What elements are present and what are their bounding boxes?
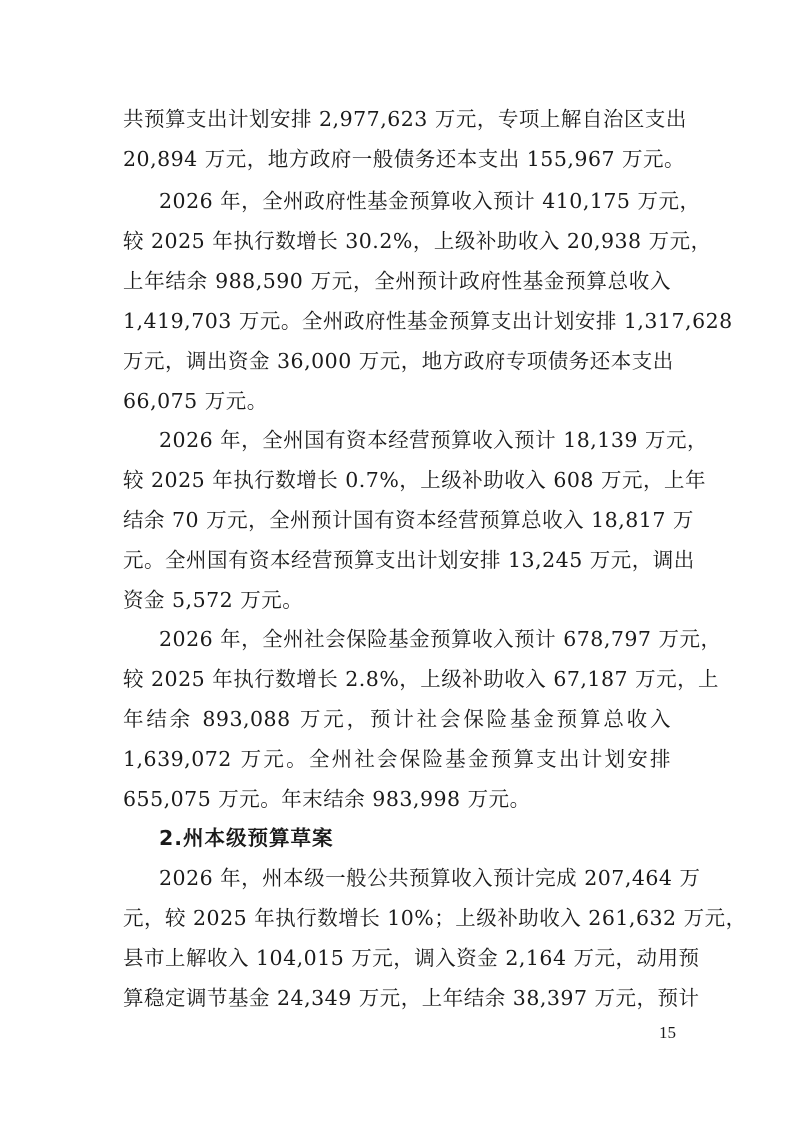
paragraph-line: 20,894 万元，地方政府一般债务还本支出 155,967 万元。 [123, 147, 686, 171]
paragraph-line: 1,419,703 万元。全州政府性基金预算支出计划安排 1,317,628 [123, 309, 733, 333]
paragraph-line: 2026 年，全州社会保险基金预算收入预计 678,797 万元， [159, 627, 722, 651]
paragraph-line: 元，较 2025 年执行数增长 10%；上级补助收入 261,632 万元， [123, 906, 747, 930]
paragraph-line: 2026 年，州本级一般公共预算收入预计完成 207,464 万 [159, 866, 701, 890]
page-number: 15 [659, 1023, 676, 1042]
paragraph-line: 算稳定调节基金 24,349 万元，上年结余 38,397 万元，预计 [123, 986, 700, 1010]
paragraph-line: 共预算支出计划安排 2,977,623 万元，专项上解自治区支出 [123, 107, 687, 131]
paragraph-line: 655,075 万元。年末结余 983,998 万元。 [123, 787, 531, 811]
paragraph-line: 较 2025 年执行数增长 2.8%，上级补助收入 67,187 万元，上 [123, 667, 720, 691]
paragraph-line: 2026 年，全州国有资本经营预算收入预计 18,139 万元， [159, 428, 708, 452]
paragraph-line: 元。全州国有资本经营预算支出计划安排 13,245 万元，调出 [123, 548, 695, 572]
section-heading: 2.州本级预算草案 [159, 826, 334, 850]
paragraph-line: 结余 70 万元，全州预计国有资本经营预算总收入 18,817 万 [123, 508, 694, 532]
paragraph-line: 较 2025 年执行数增长 0.7%，上级补助收入 608 万元，上年 [123, 468, 706, 492]
paragraph-line: 上年结余 988,590 万元，全州预计政府性基金预算总收入 [123, 269, 671, 293]
paragraph-line: 1,639,072 万元。全州社会保险基金预算支出计划安排 [123, 747, 671, 771]
paragraph-line: 2026 年，全州政府性基金预算收入预计 410,175 万元， [159, 189, 701, 213]
paragraph-line: 资金 5,572 万元。 [123, 588, 304, 612]
paragraph-line: 年结余 893,088 万元，预计社会保险基金预算总收入 [123, 707, 671, 731]
paragraph-line: 66,075 万元。 [123, 389, 268, 413]
paragraph-line: 万元，调出资金 36,000 万元，地方政府专项债务还本支出 [123, 349, 674, 373]
paragraph-line: 较 2025 年执行数增长 30.2%，上级补助收入 20,938 万元， [123, 229, 712, 253]
paragraph-line: 县市上解收入 104,015 万元，调入资金 2,164 万元，动用预 [123, 946, 700, 970]
